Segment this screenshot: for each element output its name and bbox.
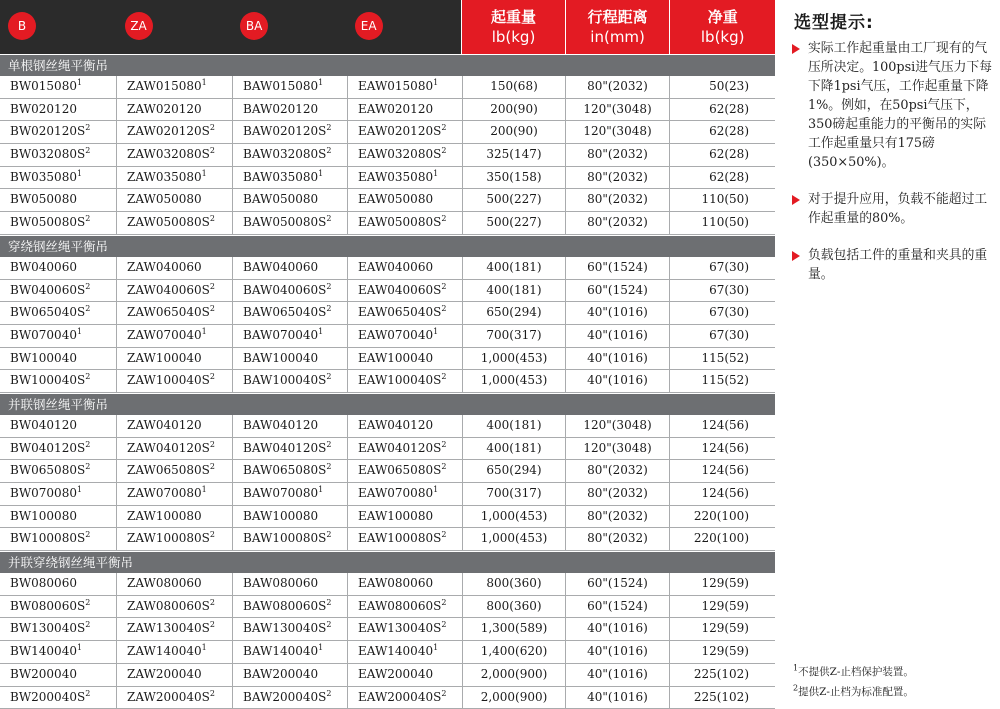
table-row — [0, 573, 775, 596]
table-row — [0, 99, 775, 122]
model-cell: $BAW130040S^2$ — [233, 618, 348, 640]
capacity-cell: 350(158) — [463, 167, 566, 189]
stroke-cell: 40"(1016) — [566, 348, 670, 370]
weight-cell: 129(59) — [670, 596, 775, 618]
model-cell: $BAW100040S^2$ — [233, 370, 348, 392]
model-cell: BW100040 — [0, 348, 117, 370]
capacity-cell: 650(294) — [463, 302, 566, 324]
model-cell: ZAW020120 — [117, 99, 233, 121]
badge-ba: BA — [240, 12, 268, 40]
model-cell: $EAW032080S^2$ — [348, 144, 463, 166]
stroke-cell: 60"(1524) — [566, 573, 670, 595]
model-cell: $EAW050080S^2$ — [348, 212, 463, 234]
model-cell: $ZAW032080S^2$ — [117, 144, 233, 166]
model-cell: BAW100040 — [233, 348, 348, 370]
badge-za: ZA — [125, 12, 153, 40]
section-header: 并联穿绕钢丝绳平衡吊 — [0, 551, 775, 573]
model-cell: ZAW140040$^1$ — [117, 641, 233, 663]
triangle-bullet-icon — [792, 44, 800, 54]
model-cell: $ZAW130040S^2$ — [117, 618, 233, 640]
table-row — [0, 280, 775, 303]
footnotes — [793, 662, 998, 702]
model-cell: $BW100040S^2$ — [0, 370, 117, 392]
table-row — [0, 189, 775, 212]
model-cell: BW070080$^1$ — [0, 483, 117, 505]
model-cell: $BW020120S^2$ — [0, 121, 117, 143]
table-row — [0, 370, 775, 393]
model-cell: $ZAW050080S^2$ — [117, 212, 233, 234]
model-cell: $BW065040S^2$ — [0, 302, 117, 324]
table-row — [0, 348, 775, 371]
model-cell: $BW100080S^2$ — [0, 528, 117, 550]
model-cell: BAW200040 — [233, 664, 348, 686]
model-cell: $ZAW200040S^2$ — [117, 687, 233, 709]
model-cell: $BAW200040S^2$ — [233, 687, 348, 709]
col-header-stroke: 行程距离 in(mm) — [565, 0, 670, 54]
model-cell: EAW200040 — [348, 664, 463, 686]
model-cell: $ZAW100080S^2$ — [117, 528, 233, 550]
model-cell: $BW040120S^2$ — [0, 438, 117, 460]
model-cell: EAW035080$^1$ — [348, 167, 463, 189]
model-cell: BAW070080$^1$ — [233, 483, 348, 505]
model-cell: $ZAW040060S^2$ — [117, 280, 233, 302]
badge-b: B — [8, 12, 36, 40]
model-cell: $EAW040060S^2$ — [348, 280, 463, 302]
capacity-cell: 2,000(900) — [463, 687, 566, 709]
weight-cell: 220(100) — [670, 506, 775, 528]
capacity-cell: 1,000(453) — [463, 370, 566, 392]
model-cell: ZAW040120 — [117, 415, 233, 437]
model-cell: BAW040060 — [233, 257, 348, 279]
model-cell: BAW040120 — [233, 415, 348, 437]
model-cell: $BW130040S^2$ — [0, 618, 117, 640]
weight-cell: 50(23) — [670, 76, 775, 98]
table-row — [0, 121, 775, 144]
model-cell: BW200040 — [0, 664, 117, 686]
model-cell: ZAW080060 — [117, 573, 233, 595]
table-row — [0, 460, 775, 483]
weight-cell: 129(59) — [670, 618, 775, 640]
model-cell: BW035080$^1$ — [0, 167, 117, 189]
table-row — [0, 212, 775, 235]
model-cell: $ZAW080060S^2$ — [117, 596, 233, 618]
model-cell: ZAW070080$^1$ — [117, 483, 233, 505]
capacity-cell: 700(317) — [463, 483, 566, 505]
model-cell: EAW040060 — [348, 257, 463, 279]
model-cell: $BAW050080S^2$ — [233, 212, 348, 234]
footnote-2: $^2$提供Z-止档为标准配置。 — [793, 682, 998, 702]
col-header-za — [117, 0, 233, 54]
model-cell: $BAW040060S^2$ — [233, 280, 348, 302]
model-cell: BW140040$^1$ — [0, 641, 117, 663]
model-cell: ZAW015080$^1$ — [117, 76, 233, 98]
model-cell: $BW065080S^2$ — [0, 460, 117, 482]
stroke-cell: 80"(2032) — [566, 460, 670, 482]
weight-cell: 225(102) — [670, 664, 775, 686]
model-cell: $EAW065040S^2$ — [348, 302, 463, 324]
model-cell: ZAW070040$^1$ — [117, 325, 233, 347]
model-cell: BAW020120 — [233, 99, 348, 121]
stroke-cell: 120"(3048) — [566, 99, 670, 121]
section-header: 单根钢丝绳平衡吊 — [0, 54, 775, 76]
table-row — [0, 664, 775, 687]
stroke-cell: 120"(3048) — [566, 438, 670, 460]
capacity-cell: 150(68) — [463, 76, 566, 98]
model-cell: $BAW032080S^2$ — [233, 144, 348, 166]
table-body — [0, 54, 775, 709]
model-cell: $BAW080060S^2$ — [233, 596, 348, 618]
table-row — [0, 618, 775, 641]
capacity-cell: 700(317) — [463, 325, 566, 347]
stroke-cell: 80"(2032) — [566, 528, 670, 550]
model-cell: $BW040060S^2$ — [0, 280, 117, 302]
model-cell: BW040060 — [0, 257, 117, 279]
capacity-cell: 650(294) — [463, 460, 566, 482]
weight-cell: 110(50) — [670, 189, 775, 211]
stroke-cell: 80"(2032) — [566, 167, 670, 189]
section-header: 并联钢丝绳平衡吊 — [0, 393, 775, 415]
stroke-cell: 40"(1016) — [566, 687, 670, 709]
stroke-cell: 40"(1016) — [566, 641, 670, 663]
tip-item: 实际工作起重量由工厂现有的气压所决定。100psi进气压力下每下降1psi气压，工作起重量下降1%。例如，在50psi气压下，350磅起重能力的平衡吊的实际工作起重量只有175磅(350×50%)。 — [784, 39, 996, 172]
table-row — [0, 641, 775, 664]
table-row — [0, 167, 775, 190]
model-cell: $ZAW020120S^2$ — [117, 121, 233, 143]
table-row — [0, 325, 775, 348]
capacity-cell: 500(227) — [463, 189, 566, 211]
col-header-b — [0, 0, 117, 54]
model-cell: ZAW200040 — [117, 664, 233, 686]
model-cell: ZAW100080 — [117, 506, 233, 528]
stroke-cell: 80"(2032) — [566, 212, 670, 234]
stroke-cell: 40"(1016) — [566, 325, 670, 347]
model-cell: BW070040$^1$ — [0, 325, 117, 347]
model-cell: EAW050080 — [348, 189, 463, 211]
weight-cell: 129(59) — [670, 573, 775, 595]
weight-cell: 62(28) — [670, 167, 775, 189]
capacity-cell: 400(181) — [463, 415, 566, 437]
model-cell: $EAW100080S^2$ — [348, 528, 463, 550]
tip-item: 负载包括工件的重量和夹具的重量。 — [784, 246, 996, 284]
table-row — [0, 257, 775, 280]
footnote-1: $^1$不提供Z-止档保护装置。 — [793, 662, 998, 682]
model-cell: BAW140040$^1$ — [233, 641, 348, 663]
weight-cell: 67(30) — [670, 257, 775, 279]
col-header-ea — [347, 0, 462, 54]
selection-tips — [784, 8, 996, 302]
stroke-cell: 80"(2032) — [566, 144, 670, 166]
model-cell: $BAW020120S^2$ — [233, 121, 348, 143]
stroke-cell: 120"(3048) — [566, 121, 670, 143]
table-row — [0, 596, 775, 619]
weight-cell: 67(30) — [670, 325, 775, 347]
table-header — [0, 0, 775, 54]
model-cell: $BW080060S^2$ — [0, 596, 117, 618]
model-cell: BW020120 — [0, 99, 117, 121]
model-cell: BAW015080$^1$ — [233, 76, 348, 98]
model-cell: $BAW065080S^2$ — [233, 460, 348, 482]
col-header-ba — [232, 0, 347, 54]
tip-item: 对于提升应用，负载不能超过工作起重量的80%。 — [784, 190, 996, 228]
badge-ea: EA — [355, 12, 383, 40]
weight-cell: 62(28) — [670, 144, 775, 166]
capacity-cell: 800(360) — [463, 573, 566, 595]
model-cell: ZAW050080 — [117, 189, 233, 211]
capacity-cell: 1,000(453) — [463, 506, 566, 528]
capacity-cell: 1,300(589) — [463, 618, 566, 640]
weight-cell: 124(56) — [670, 460, 775, 482]
stroke-cell: 60"(1524) — [566, 257, 670, 279]
weight-cell: 124(56) — [670, 483, 775, 505]
model-cell: $ZAW065080S^2$ — [117, 460, 233, 482]
model-cell: BAW080060 — [233, 573, 348, 595]
model-cell: $ZAW040120S^2$ — [117, 438, 233, 460]
capacity-cell: 200(90) — [463, 121, 566, 143]
stroke-cell: 40"(1016) — [566, 664, 670, 686]
stroke-cell: 80"(2032) — [566, 506, 670, 528]
model-cell: EAW040120 — [348, 415, 463, 437]
triangle-bullet-icon — [792, 251, 800, 261]
table-row — [0, 302, 775, 325]
model-cell: EAW080060 — [348, 573, 463, 595]
model-cell: $BW200040S^2$ — [0, 687, 117, 709]
model-cell: ZAW100040 — [117, 348, 233, 370]
model-cell: EAW100080 — [348, 506, 463, 528]
weight-cell: 225(102) — [670, 687, 775, 709]
table-row — [0, 483, 775, 506]
stroke-cell: 120"(3048) — [566, 415, 670, 437]
stroke-cell: 60"(1524) — [566, 596, 670, 618]
table-row — [0, 76, 775, 99]
model-cell: BAW050080 — [233, 189, 348, 211]
model-cell: $EAW080060S^2$ — [348, 596, 463, 618]
capacity-cell: 400(181) — [463, 257, 566, 279]
model-cell: BAW100080 — [233, 506, 348, 528]
capacity-cell: 800(360) — [463, 596, 566, 618]
capacity-cell: 400(181) — [463, 438, 566, 460]
table-row — [0, 438, 775, 461]
model-cell: BAW035080$^1$ — [233, 167, 348, 189]
stroke-cell: 60"(1524) — [566, 280, 670, 302]
weight-cell: 67(30) — [670, 302, 775, 324]
model-cell: $EAW130040S^2$ — [348, 618, 463, 640]
table-row — [0, 506, 775, 529]
capacity-cell: 500(227) — [463, 212, 566, 234]
model-cell: $BW032080S^2$ — [0, 144, 117, 166]
model-cell: $EAW020120S^2$ — [348, 121, 463, 143]
model-cell: $ZAW100040S^2$ — [117, 370, 233, 392]
model-cell: BW050080 — [0, 189, 117, 211]
model-cell: EAW015080$^1$ — [348, 76, 463, 98]
model-cell: ZAW040060 — [117, 257, 233, 279]
stroke-cell: 80"(2032) — [566, 483, 670, 505]
weight-cell: 62(28) — [670, 99, 775, 121]
model-cell: $ZAW065040S^2$ — [117, 302, 233, 324]
capacity-cell: 2,000(900) — [463, 664, 566, 686]
capacity-cell: 1,000(453) — [463, 528, 566, 550]
stroke-cell: 40"(1016) — [566, 618, 670, 640]
capacity-cell: 400(181) — [463, 280, 566, 302]
table-row — [0, 415, 775, 438]
col-header-capacity: 起重量 lb(kg) — [461, 0, 565, 54]
model-cell: ZAW035080$^1$ — [117, 167, 233, 189]
model-cell: EAW070040$^1$ — [348, 325, 463, 347]
weight-cell: 129(59) — [670, 641, 775, 663]
model-cell: $EAW040120S^2$ — [348, 438, 463, 460]
table-row — [0, 687, 775, 709]
model-cell: EAW020120 — [348, 99, 463, 121]
weight-cell: 124(56) — [670, 415, 775, 437]
model-cell: $EAW200040S^2$ — [348, 687, 463, 709]
triangle-bullet-icon — [792, 195, 800, 205]
section-header: 穿绕钢丝绳平衡吊 — [0, 235, 775, 257]
table-row — [0, 528, 775, 551]
model-cell: BAW070040$^1$ — [233, 325, 348, 347]
model-cell: BW015080$^1$ — [0, 76, 117, 98]
model-cell: EAW100040 — [348, 348, 463, 370]
model-cell: BW100080 — [0, 506, 117, 528]
stroke-cell: 80"(2032) — [566, 189, 670, 211]
weight-cell: 220(100) — [670, 528, 775, 550]
model-cell: $BAW100080S^2$ — [233, 528, 348, 550]
weight-cell: 62(28) — [670, 121, 775, 143]
table-row — [0, 144, 775, 167]
col-header-weight: 净重 lb(kg) — [669, 0, 775, 54]
capacity-cell: 1,400(620) — [463, 641, 566, 663]
capacity-cell: 1,000(453) — [463, 348, 566, 370]
model-cell: $EAW100040S^2$ — [348, 370, 463, 392]
stroke-cell: 40"(1016) — [566, 370, 670, 392]
model-cell: EAW140040$^1$ — [348, 641, 463, 663]
weight-cell: 110(50) — [670, 212, 775, 234]
model-cell: $EAW065080S^2$ — [348, 460, 463, 482]
stroke-cell: 80"(2032) — [566, 76, 670, 98]
weight-cell: 67(30) — [670, 280, 775, 302]
stroke-cell: 40"(1016) — [566, 302, 670, 324]
model-cell: $BAW065040S^2$ — [233, 302, 348, 324]
model-cell: BW080060 — [0, 573, 117, 595]
capacity-cell: 200(90) — [463, 99, 566, 121]
capacity-cell: 325(147) — [463, 144, 566, 166]
tips-title: 选型提示: — [794, 8, 996, 33]
model-cell: $BW050080S^2$ — [0, 212, 117, 234]
weight-cell: 124(56) — [670, 438, 775, 460]
weight-cell: 115(52) — [670, 348, 775, 370]
model-cell: BW040120 — [0, 415, 117, 437]
weight-cell: 115(52) — [670, 370, 775, 392]
model-cell: EAW070080$^1$ — [348, 483, 463, 505]
model-cell: $BAW040120S^2$ — [233, 438, 348, 460]
